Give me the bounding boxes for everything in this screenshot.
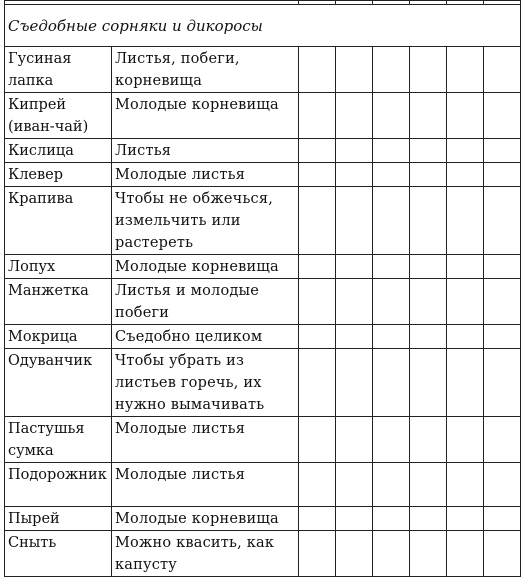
table-row	[5, 507, 521, 531]
blank-cell	[299, 163, 336, 187]
plant-name: Гусиная лапка	[5, 47, 112, 93]
plant-name: Манжетка	[5, 279, 112, 325]
blank-cell	[336, 463, 373, 507]
blank-cell	[410, 187, 447, 255]
blank-cell	[299, 417, 336, 463]
blank-cell	[373, 163, 410, 187]
blank-cell	[484, 139, 521, 163]
blank-cell	[336, 279, 373, 325]
table-row	[5, 47, 521, 93]
blank-cell	[484, 349, 521, 417]
blank-cell	[373, 93, 410, 139]
table-row	[5, 139, 521, 163]
plant-usage: Листья	[112, 139, 299, 163]
blank-cell	[447, 507, 484, 531]
blank-cell	[447, 325, 484, 349]
plant-usage: Молодые корневища	[112, 507, 299, 531]
blank-cell	[410, 325, 447, 349]
blank-cell	[373, 139, 410, 163]
blank-cell	[410, 47, 447, 93]
blank-cell	[484, 93, 521, 139]
blank-cell	[447, 417, 484, 463]
table-row	[5, 93, 521, 139]
blank-cell	[410, 279, 447, 325]
blank-cell	[336, 93, 373, 139]
blank-cell	[299, 279, 336, 325]
blank-cell	[299, 187, 336, 255]
blank-cell	[484, 417, 521, 463]
blank-cell	[336, 325, 373, 349]
plant-usage: Молодые корневища	[112, 255, 299, 279]
blank-cell	[299, 255, 336, 279]
plant-usage: Чтобы не обжечься, измельчить или растереть	[112, 187, 299, 255]
blank-cell	[484, 463, 521, 507]
plant-name: Лопух	[5, 255, 112, 279]
plant-usage: Листья, побеги, корневища	[112, 47, 299, 93]
blank-cell	[410, 417, 447, 463]
blank-cell	[336, 139, 373, 163]
plant-usage: Молодые корневища	[112, 93, 299, 139]
blank-cell	[373, 417, 410, 463]
plant-usage: Молодые листья	[112, 163, 299, 187]
blank-cell	[299, 507, 336, 531]
blank-cell	[373, 507, 410, 531]
blank-cell	[447, 463, 484, 507]
table-row	[5, 417, 521, 463]
blank-cell	[484, 187, 521, 255]
blank-cell	[484, 255, 521, 279]
table-row	[5, 279, 521, 325]
table-row	[5, 255, 521, 279]
document-page	[4, 0, 520, 573]
blank-cell	[410, 255, 447, 279]
plant-usage: Можно квасить, как капусту	[112, 531, 299, 577]
blank-cell	[373, 187, 410, 255]
blank-cell	[447, 163, 484, 187]
plant-usage: Листья и молодые побеги	[112, 279, 299, 325]
blank-cell	[447, 279, 484, 325]
blank-cell	[410, 163, 447, 187]
blank-cell	[336, 507, 373, 531]
plant-name: Мокрица	[5, 325, 112, 349]
table-row	[5, 187, 521, 255]
blank-cell	[299, 463, 336, 507]
blank-cell	[447, 47, 484, 93]
blank-cell	[484, 47, 521, 93]
blank-cell	[410, 507, 447, 531]
plant-name: Крапива	[5, 187, 112, 255]
table-row	[5, 349, 521, 417]
blank-cell	[484, 279, 521, 325]
blank-cell	[299, 139, 336, 163]
blank-cell	[484, 325, 521, 349]
plant-usage: Молодые листья	[112, 417, 299, 463]
table-row	[5, 163, 521, 187]
blank-cell	[484, 163, 521, 187]
plant-name: Пырей	[5, 507, 112, 531]
edible-plants-table	[4, 0, 521, 577]
table-row	[5, 463, 521, 507]
blank-cell	[299, 93, 336, 139]
blank-cell	[410, 93, 447, 139]
plant-name: Подорожник	[5, 463, 112, 507]
blank-cell	[336, 417, 373, 463]
plant-usage: Молодые листья	[112, 463, 299, 507]
plant-name: Сныть	[5, 531, 112, 577]
section-header-row	[5, 5, 521, 47]
plant-name: Пастушья сумка	[5, 417, 112, 463]
blank-cell	[447, 349, 484, 417]
table-row	[5, 325, 521, 349]
blank-cell	[373, 349, 410, 417]
plant-name: Клевер	[5, 163, 112, 187]
plant-usage: Чтобы убрать из листьев горечь, их нужно вымачивать	[112, 349, 299, 417]
blank-cell	[299, 47, 336, 93]
blank-cell	[373, 47, 410, 93]
blank-cell	[373, 255, 410, 279]
blank-cell	[299, 349, 336, 417]
blank-cell	[410, 349, 447, 417]
blank-cell	[484, 507, 521, 531]
blank-cell	[447, 93, 484, 139]
blank-cell	[447, 255, 484, 279]
blank-cell	[336, 163, 373, 187]
blank-cell	[447, 187, 484, 255]
plant-usage: Съедобно целиком	[112, 325, 299, 349]
table-body	[5, 1, 521, 577]
plant-name: Кипрей (иван-чай)	[5, 93, 112, 139]
blank-cell	[410, 463, 447, 507]
blank-cell	[447, 139, 484, 163]
blank-cell	[410, 139, 447, 163]
blank-cell	[373, 325, 410, 349]
blank-cell	[336, 349, 373, 417]
blank-cell	[336, 187, 373, 255]
plant-name: Кислица	[5, 139, 112, 163]
blank-cell	[336, 255, 373, 279]
blank-cell	[299, 325, 336, 349]
blank-cell	[373, 279, 410, 325]
plant-name: Одуванчик	[5, 349, 112, 417]
blank-cell	[373, 463, 410, 507]
blank-cell	[336, 47, 373, 93]
section-title: Съедобные сорняки и дикоросы	[5, 5, 521, 47]
